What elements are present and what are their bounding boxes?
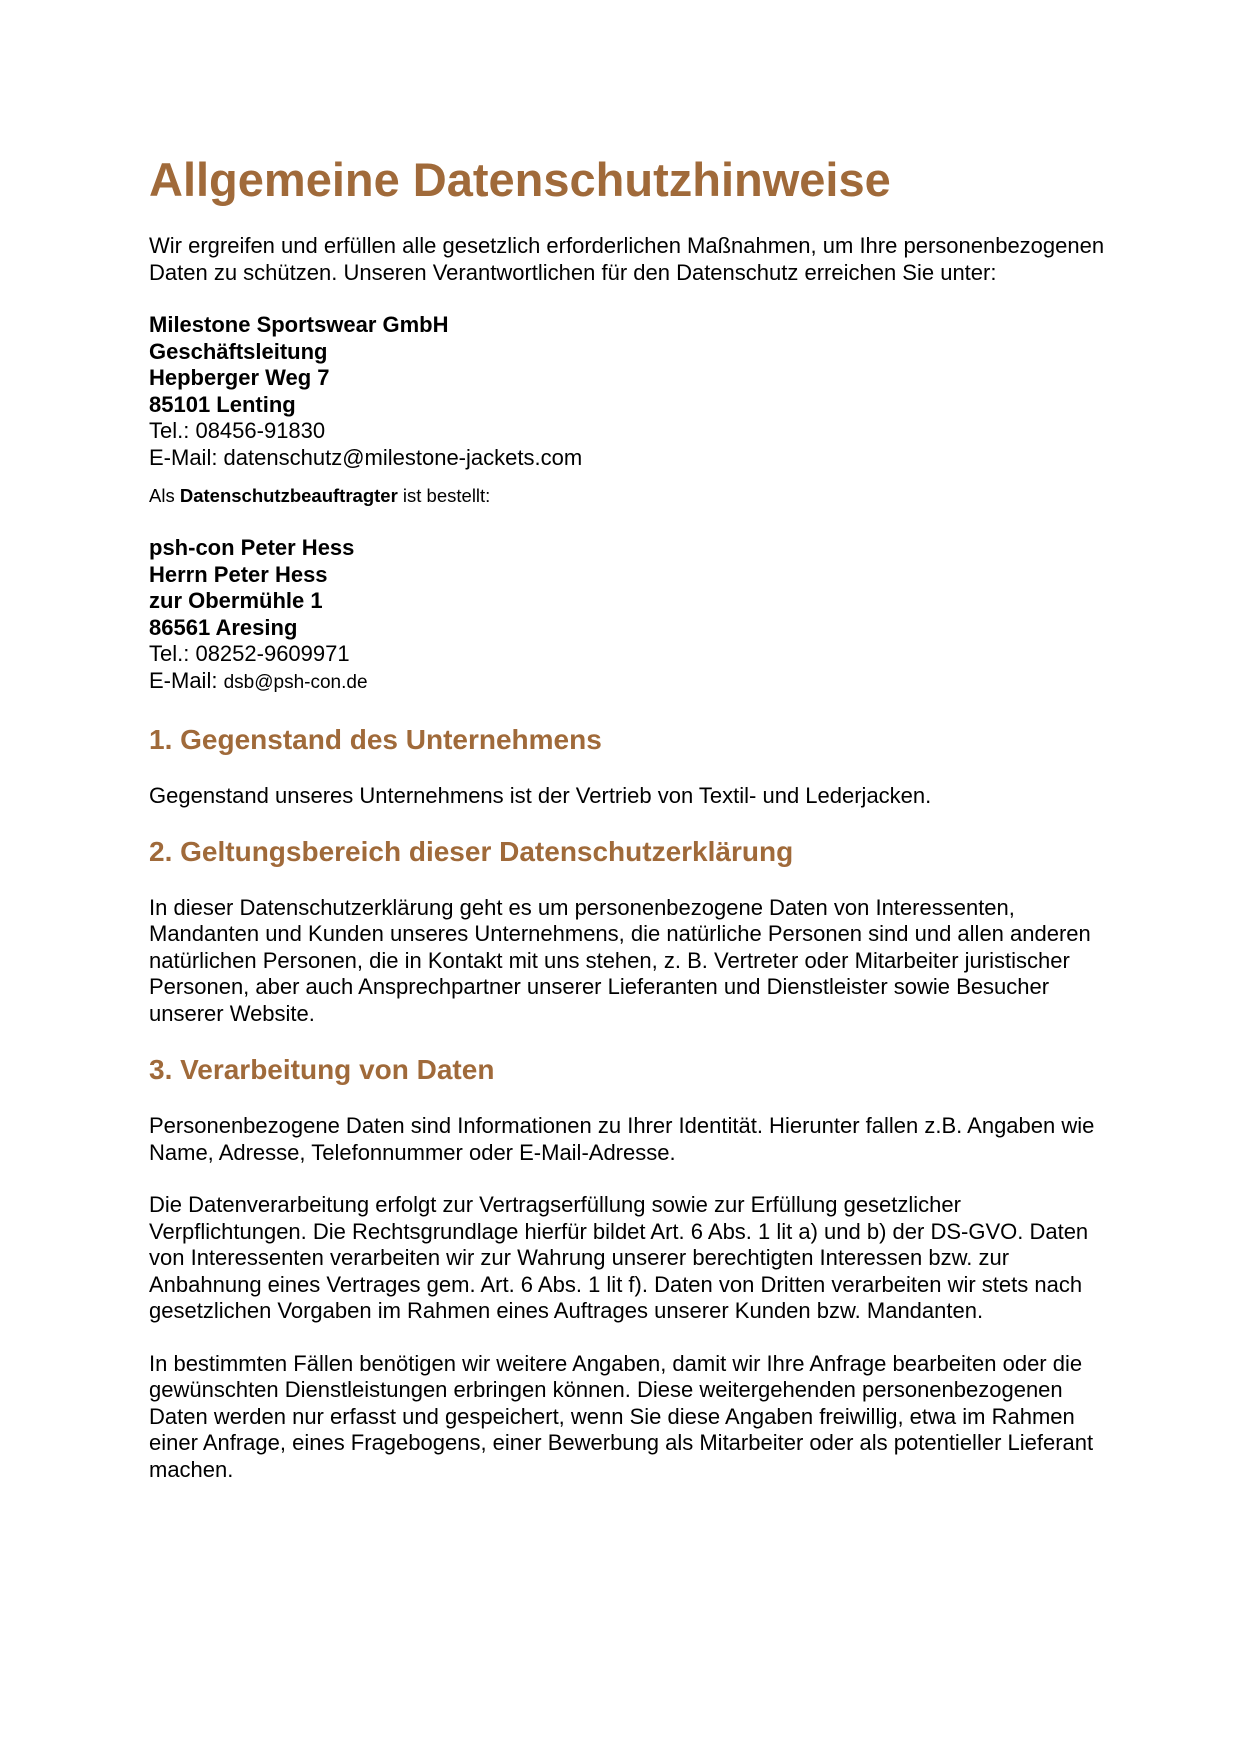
dpo-street: zur Obermühle 1 — [149, 588, 323, 613]
dpo-sentence-prefix: Als — [149, 485, 175, 506]
dpo-company: psh-con Peter Hess — [149, 535, 355, 560]
controller-company: Milestone Sportswear GmbH — [149, 312, 449, 337]
controller-department: Geschäftsleitung — [149, 338, 328, 364]
dpo-sentence — [149, 483, 1109, 509]
dpo-name: Herrn Peter Hess — [149, 561, 328, 587]
intro-paragraph: Wir ergreifen und erfüllen alle gesetzlich erforderlichen Maßnahmen, um Ihre personenbezogenen Daten zu schützen. Unseren Verantwortlichen für den Datenschutz erreichen Sie unter: — [149, 233, 1105, 285]
controller-email: E-Mail: datenschutz@milestone-jackets.com — [149, 444, 583, 470]
dpo-sentence-suffix: ist bestellt: — [402, 485, 491, 506]
dpo-address — [149, 535, 1109, 696]
controller-address — [149, 312, 1109, 471]
controller-city: 85101 Lenting — [149, 391, 296, 417]
dpo-email-line — [149, 668, 1109, 697]
section-heading-1: 1. Gegenstand des Unternehmens — [149, 724, 602, 755]
section-heading-3: 3. Verarbeitung von Daten — [149, 1054, 495, 1085]
controller-street: Hepberger Weg 7 — [149, 365, 330, 390]
section-1-paragraph-1: Gegenstand unseres Unternehmens ist der Vertrieb von Textil- und Lederjacken. — [149, 783, 932, 808]
dpo-phone: Tel.: 08252-9609971 — [149, 641, 350, 666]
dpo-email: dsb@psh-con.de — [223, 671, 368, 693]
dpo-city: 86561 Aresing — [149, 614, 298, 640]
dpo-sentence-bold: Datenschutzbeauftragter — [179, 485, 398, 506]
section-3-paragraph-3: In bestimmten Fällen benötigen wir weitere Angaben, damit wir Ihre Anfrage bearbeiten oder die gewünschten Dienstleistungen erbringen können. Diese weitergehenden personenbezogenen Daten werden nur erfasst und gespeichert, wenn Sie diese Angaben freiwillig, etwa im Rahmen einer Anfrage, eines Fragebogens, einer Bewerbung als Mitarbeiter oder als potentieller Lieferant machen. — [149, 1350, 1094, 1482]
section-2-paragraph-1: In dieser Datenschutzerklärung geht es um personenbezogene Daten von Interessenten, Mandanten und Kunden unseres Unternehmens, die natürliche Personen sind und allen anderen natürlichen Personen, die in Kontakt mit uns stehen, z. B. Vertreter oder Mitarbeiter juristischer Personen, aber auch Ansprechpartner unserer Lieferanten und Dienstleister sowie Besucher unserer Website. — [149, 894, 1091, 1026]
document-page — [149, 140, 1109, 1483]
page-title: Allgemeine Datenschutzhinweise — [149, 153, 891, 206]
controller-phone: Tel.: 08456-91830 — [149, 418, 326, 443]
dpo-email-label: E-Mail: — [149, 667, 218, 693]
section-3-paragraph-1: Personenbezogene Daten sind Informationen zu Ihrer Identität. Hierunter fallen z.B. Angaben wie Name, Adresse, Telefonnummer oder E-Mail-Adresse. — [149, 1113, 1095, 1165]
section-heading-2: 2. Geltungsbereich dieser Datenschutzerklärung — [149, 835, 794, 867]
section-3-paragraph-2: Die Datenverarbeitung erfolgt zur Vertragserfüllung sowie zur Erfüllung gesetzlicher Verpflichtungen. Die Rechtsgrundlage hierfür bildet Art. 6 Abs. 1 lit a) und b) der DS-GVO. Daten von Interessenten verarbeiten wir zur Wahrung unserer berechtigten Interessen bzw. zur Anbahnung eines Vertrages gem. Art. 6 Abs. 1 lit f). Daten von Dritten verarbeiten wir stets nach gesetzlichen Vorgaben im Rahmen eines Auftrages unserer Kunden bzw. Mandanten. — [149, 1192, 1089, 1323]
